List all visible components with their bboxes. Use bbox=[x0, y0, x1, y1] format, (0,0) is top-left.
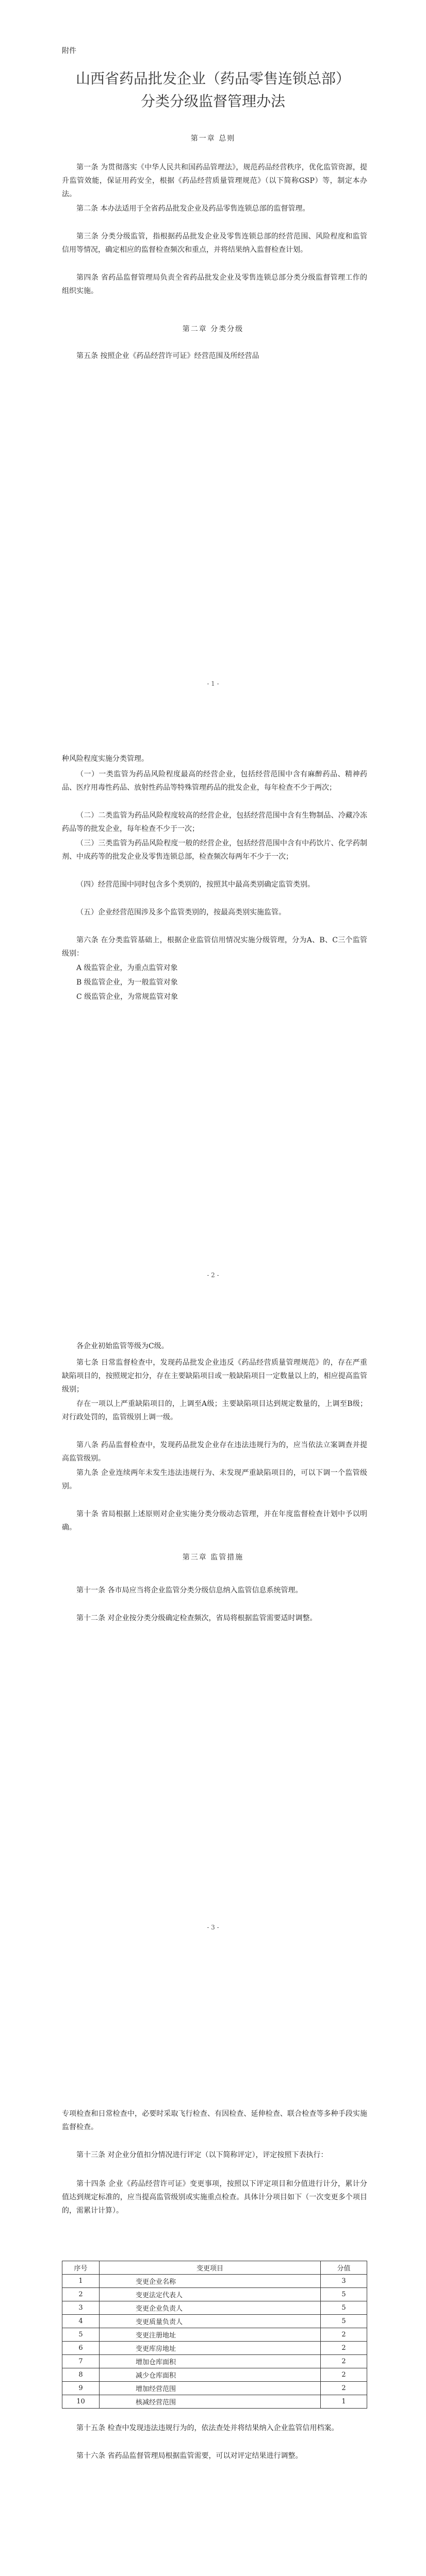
article-2: 第二条 本办法适用于全省药品批发企业及药品零售连锁总部的监督管理。 bbox=[76, 205, 310, 213]
table-cell: 8 bbox=[62, 2368, 100, 2382]
article-10: 第十条 省局根据上述原则对企业实施分类分级动态管理，并在年度监督检查计划中予以明确。 bbox=[62, 1510, 367, 1532]
article-16: 第十六条 省药品监督管理局根据监管需要，可以对评定结果进行调整。 bbox=[76, 2452, 303, 2460]
table-row bbox=[62, 2342, 367, 2355]
table-cell: 1 bbox=[62, 2275, 100, 2288]
table-cell: 2 bbox=[321, 2342, 367, 2355]
article-12: 第十二条 对企业按分类分级确定检查频次，省局将根据监管需要适时调整。 bbox=[76, 1614, 317, 1622]
column-header: 变更项目 bbox=[100, 2261, 321, 2275]
article-4: 第四条 省药品监督管理局负责全省药品批发企业及零售连锁总部分类分级监督管理工作的组织实施。 bbox=[62, 274, 367, 295]
article-15: 第十五条 检查中发现违法违规行为的，依法查处并将结果纳入企业监管信用档案。 bbox=[76, 2424, 339, 2432]
article-1: 第一条 为贯彻落实《中华人民共和国药品管理法》，规范药品经营秩序，优化监管资源，提升监管效能，保证用药安全，根据《药品经营质量管理规范》（以下简称GSP）等，制定本办法。 bbox=[62, 163, 367, 198]
paragraph: （一）一类监管为药品风险程度最高的经营企业，包括经营范围中含有麻醉药品、精神药品、医疗用毒性药品、放射性药品等特殊管理药品的批发企业，每年检查不少于两次； bbox=[62, 770, 367, 792]
table-cell: 3 bbox=[62, 2301, 100, 2315]
table-cell: 5 bbox=[321, 2288, 367, 2301]
table-cell: 2 bbox=[321, 2328, 367, 2342]
table-cell: 2 bbox=[321, 2382, 367, 2395]
table-cell: 5 bbox=[321, 2315, 367, 2328]
table-row bbox=[62, 2382, 367, 2395]
table-row bbox=[62, 2355, 367, 2368]
table-cell: 变更企业名称 bbox=[100, 2275, 321, 2288]
article-7: 第七条 日常监督检查中，发现药品批发企业违反《药品经营质量管理规范》的，存在严重缺陷项目的，按照规定扣分，存在主要缺陷项目或一般缺陷项目一定数量以上的，相应提高监管级别； bbox=[62, 1359, 367, 1394]
page-number: - 2 - bbox=[207, 1272, 219, 1279]
table-cell: 变更法定代表人 bbox=[100, 2288, 321, 2301]
page-number: - 3 - bbox=[207, 1924, 219, 1931]
article-11: 第十一条 各市局应当将企业监管分类分级信息纳入监管信息系统管理。 bbox=[76, 1586, 303, 1595]
chapter-heading-3: 第三章 监管措施 bbox=[182, 1553, 244, 1562]
column-header: 序号 bbox=[62, 2261, 100, 2275]
paragraph: 存在一项以上严重缺陷项目的，上调至A级；主要缺陷项目达到规定数量的，上调至B级；对行政处罚的，监管级别上调一级。 bbox=[62, 1400, 367, 1421]
article-5-start: 第五条 按照企业《药品经营许可证》经营范围及所经营品 bbox=[76, 352, 259, 360]
page-number: - 1 - bbox=[207, 680, 219, 687]
table-cell: 7 bbox=[62, 2355, 100, 2368]
level-b: B 级监管企业，为一般监管对象 bbox=[76, 978, 178, 987]
chapter-heading-2: 第二章 分类分级 bbox=[182, 325, 244, 333]
paragraph: 各企业初始监管等级为C级。 bbox=[76, 1342, 169, 1350]
paragraph: （二）二类监管为药品风险程度较高的经营企业，包括经营范围中含有生物制品、冷藏冷冻药品等的批发企业，每年检查不少于一次； bbox=[62, 811, 367, 833]
table-cell: 10 bbox=[62, 2395, 100, 2409]
paragraph: 专项检查和日常检查中，必要时采取飞行检查、有因检查、延伸检查、联合检查等多种手段实施监督检查。 bbox=[62, 2110, 367, 2131]
table-row bbox=[62, 2395, 367, 2409]
article-9: 第九条 企业连续两年未发生违法违规行为、未发现严重缺陷项目的，可以下调一个监管级别。 bbox=[62, 1469, 367, 1490]
table-cell: 9 bbox=[62, 2382, 100, 2395]
paragraph: （四）经营范围中同时包含多个类别的，按照其中最高类别确定监管类别。 bbox=[76, 880, 315, 889]
table-cell: 变更库房地址 bbox=[100, 2342, 321, 2355]
table-cell: 变更注册地址 bbox=[100, 2328, 321, 2342]
table-cell: 4 bbox=[62, 2315, 100, 2328]
article-6: 第六条 在分类监管基础上，根据企业监管信用情况实施分级管理，分为A、B、C三个监管级别： bbox=[62, 936, 367, 958]
table-row bbox=[62, 2315, 367, 2328]
article-8: 第八条 药品监督检查中，发现药品批发企业存在违法违规行为的，应当依法立案调查并提高监管级别。 bbox=[62, 1441, 367, 1463]
table-cell: 6 bbox=[62, 2342, 100, 2355]
table-cell: 核减经营范围 bbox=[100, 2395, 321, 2409]
table-cell: 2 bbox=[321, 2368, 367, 2382]
table-row bbox=[62, 2368, 367, 2382]
table-header-row bbox=[62, 2261, 367, 2275]
table-cell: 3 bbox=[321, 2275, 367, 2288]
article-3: 第三条 分类分级监管，指根据药品批发企业及零售连锁总部的经营范围、风险程度和监管信用等情况，确定相应的监督检查频次和重点，并将结果纳入监督检查计划。 bbox=[62, 232, 367, 254]
chapter-heading-1: 第一章 总则 bbox=[190, 134, 236, 143]
document-title-line-2: 分类分级监督管理办法 bbox=[140, 93, 285, 110]
table-cell: 5 bbox=[62, 2328, 100, 2342]
table-cell: 1 bbox=[321, 2395, 367, 2409]
article-13: 第十三条 对企业分值扣分情况进行评定（以下简称评定），评定按照下表执行： bbox=[76, 2151, 328, 2159]
table-cell: 减少仓库面积 bbox=[100, 2368, 321, 2382]
column-header: 分值 bbox=[321, 2261, 367, 2275]
annex-label: 附件 bbox=[62, 47, 76, 55]
level-c: C 级监管企业，为常规监管对象 bbox=[76, 993, 178, 1001]
article-5-cont: 种风险程度实施分类管理。 bbox=[62, 755, 149, 763]
table-cell: 2 bbox=[321, 2355, 367, 2368]
table-cell: 5 bbox=[321, 2301, 367, 2315]
document-title-line-1: 山西省药品批发企业（药品零售连锁总部） bbox=[75, 70, 350, 87]
level-a: A 级监管企业，为重点监管对象 bbox=[76, 964, 178, 972]
table-row bbox=[62, 2328, 367, 2342]
paragraph: （三）三类监管为药品风险程度一般的经营企业，包括经营范围中含有中药饮片、化学药制剂、中成药等的批发企业及零售连锁总部，检查频次每两年不少于一次； bbox=[62, 839, 367, 861]
table-cell: 增加经营范围 bbox=[100, 2382, 321, 2395]
table-row bbox=[62, 2275, 367, 2288]
paragraph: （五）企业经营范围涉及多个监管类别的，按最高类别实施监管。 bbox=[76, 908, 286, 917]
table-row bbox=[62, 2288, 367, 2301]
article-14: 第十四条 企业《药品经营许可证》变更事项，按照以下评定项目和分值进行计分，累计分值达到规定标准的，应当提高监管级别或实施重点检查。具体计分项目如下（一次变更多个项目的，需累计计算）。 bbox=[62, 2180, 367, 2215]
change-items-table bbox=[62, 2261, 367, 2409]
table-cell: 变更质量负责人 bbox=[100, 2315, 321, 2328]
table-cell: 增加仓库面积 bbox=[100, 2355, 321, 2368]
table-cell: 2 bbox=[62, 2288, 100, 2301]
table-cell: 变更企业负责人 bbox=[100, 2301, 321, 2315]
table-row bbox=[62, 2301, 367, 2315]
